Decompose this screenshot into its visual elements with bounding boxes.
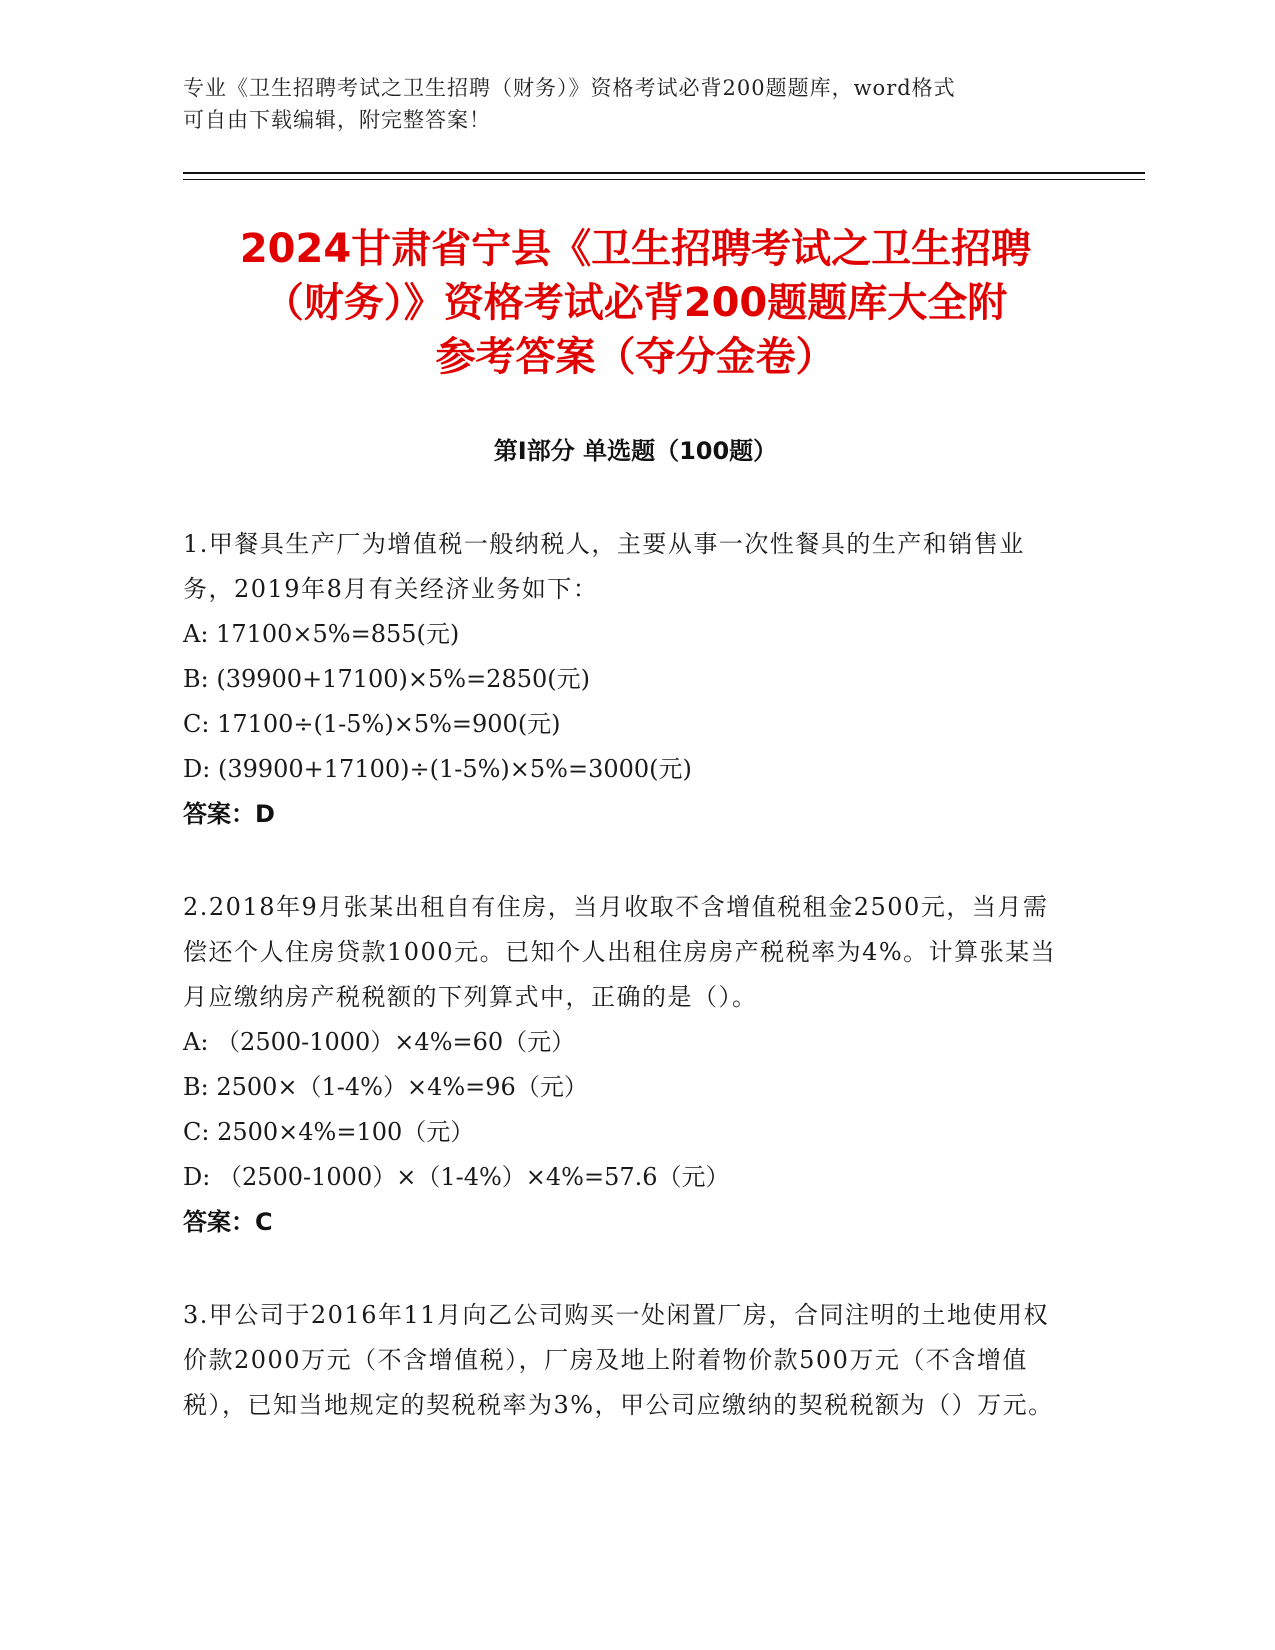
header-divider-thick	[183, 172, 1145, 174]
answer: 答案：D	[183, 800, 275, 828]
option-c: C: 2500×4%=100（元）	[183, 1118, 475, 1146]
question-1	[183, 522, 1063, 837]
question-text: 2.2018年9月张某出租自有住房，当月收取不含增值税租金2500元，当月需偿还个人住房贷款1000元。已知个人出租住房房产税税率为4%。计算张某当月应缴纳房产税税额的下列算式中，正确的是（）。	[183, 893, 1057, 1011]
document-title-line-2: （财务）》资格考试必背200题题库大全附	[263, 280, 1008, 326]
option-d: D: (39900+17100)÷(1-5%)×5%=3000(元)	[183, 755, 692, 783]
question-3	[183, 1293, 1063, 1428]
question-text: 1.甲餐具生产厂为增值税一般纳税人，主要从事一次性餐具的生产和销售业务，2019年8月有关经济业务如下：	[183, 530, 1025, 603]
header-note	[183, 72, 1043, 136]
header-note-line-2: 可自由下载编辑，附完整答案！	[183, 108, 491, 132]
option-b: B: 2500×（1-4%）×4%=96（元）	[183, 1073, 588, 1101]
question-text: 3.甲公司于2016年11月向乙公司购买一处闲置厂房，合同注明的土地使用权价款2000万元（不含增值税），厂房及地上附着物价款500万元（不含增值税），已知当地规定的契税税率为3%，甲公司应缴纳的契税税额为（）万元。	[183, 1301, 1054, 1419]
document-title	[183, 222, 1088, 384]
option-a: A: 17100×5%=855(元)	[183, 620, 460, 648]
option-b: B: (39900+17100)×5%=2850(元)	[183, 665, 590, 693]
option-a: A: （2500-1000）×4%=60（元）	[183, 1028, 576, 1056]
question-list	[183, 522, 1063, 1476]
document-title-line-1: 2024甘肃省宁县《卫生招聘考试之卫生招聘	[239, 226, 1032, 272]
document-title-line-3: 参考答案（夺分金卷）	[435, 334, 836, 380]
header-note-line-1: 专业《卫生招聘考试之卫生招聘（财务）》资格考试必背200题题库，word格式	[183, 76, 956, 100]
section-title: 第Ⅰ部分 单选题（100题）	[493, 437, 778, 465]
header-divider-thin	[183, 179, 1145, 180]
option-c: C: 17100÷(1-5%)×5%=900(元)	[183, 710, 561, 738]
question-2	[183, 885, 1063, 1245]
option-d: D: （2500-1000）×（1-4%）×4%=57.6（元）	[183, 1163, 730, 1191]
answer: 答案：C	[183, 1208, 273, 1236]
